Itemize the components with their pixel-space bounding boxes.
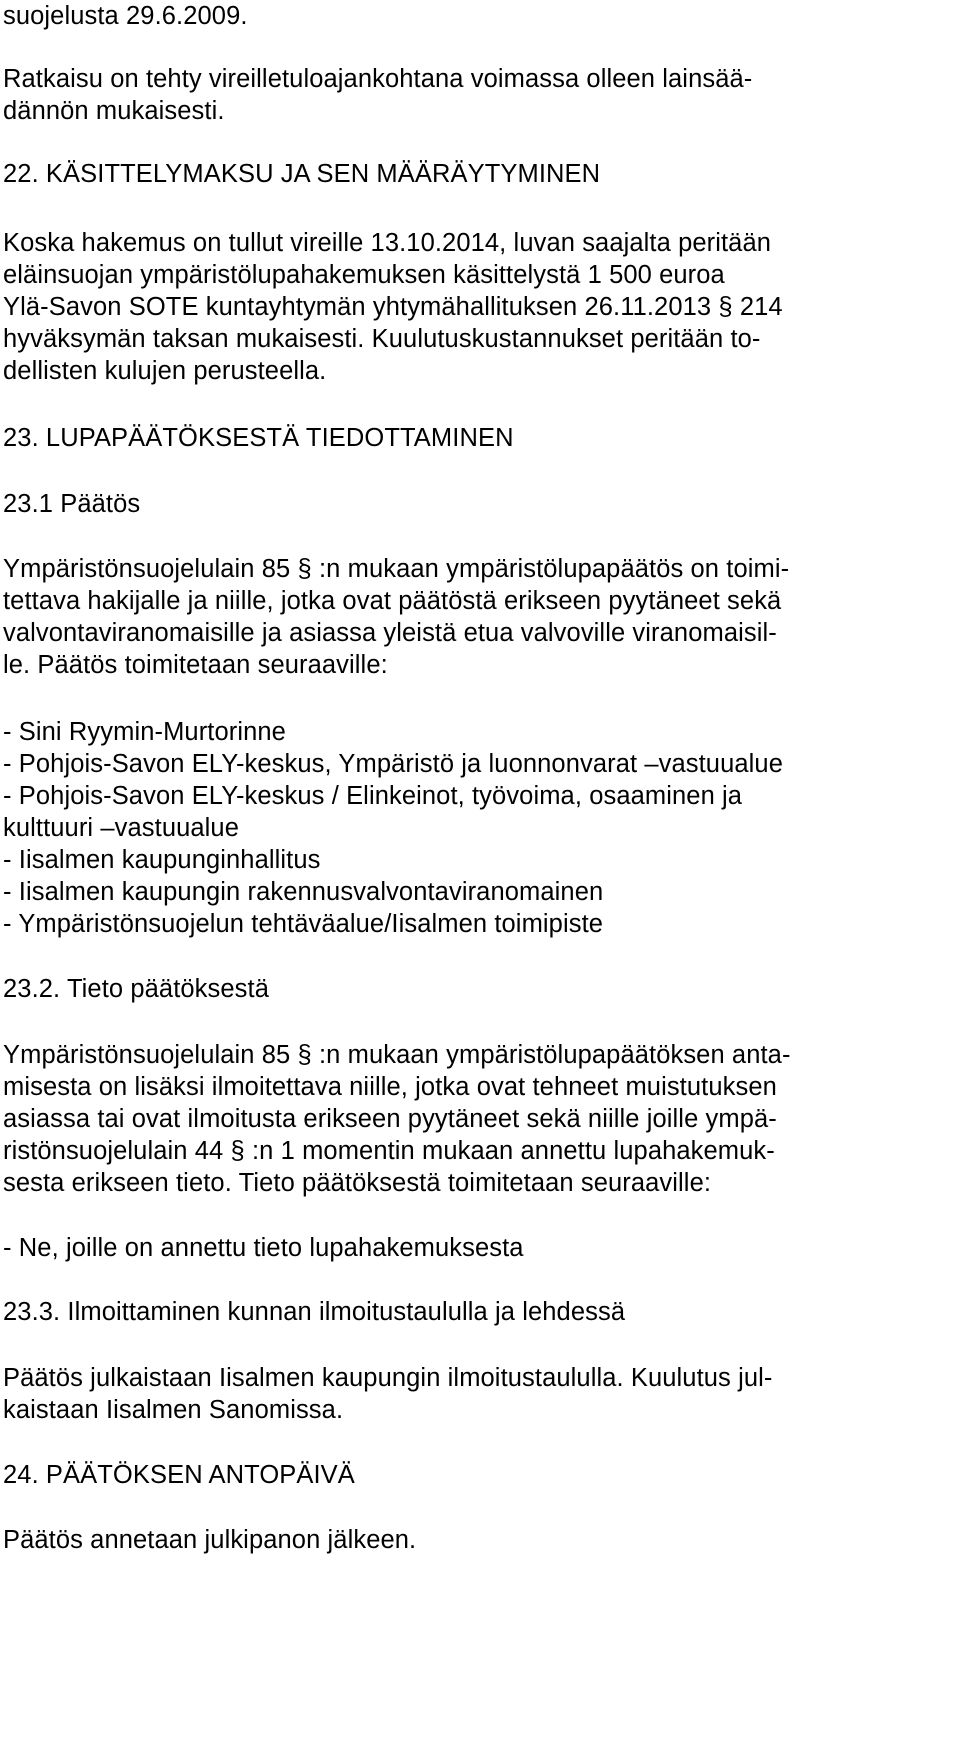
paragraph-line: tettava hakijalle ja niille, jotka ovat päätöstä erikseen pyytäneet sekä <box>3 587 782 615</box>
paragraph-line: sesta erikseen tieto. Tieto päätöksestä toimitetaan seuraaville: <box>3 1169 712 1197</box>
paragraph-line: dännön mukaisesti. <box>3 97 225 125</box>
subsection-heading-23-2: 23.2. Tieto päätöksestä <box>3 975 269 1003</box>
recipient-list-item: - Pohjois-Savon ELY-keskus / Elinkeinot, työvoima, osaaminen ja <box>3 782 743 810</box>
recipient-list-item: - Iisalmen kaupungin rakennusvalvontaviranomainen <box>3 878 604 906</box>
paragraph-line: Ympäristönsuojelulain 85 § :n mukaan ympäristölupapäätös on toimi- <box>3 555 790 583</box>
paragraph-line: Ympäristönsuojelulain 85 § :n mukaan ympäristölupapäätöksen anta- <box>3 1041 791 1069</box>
text-line-tail: suojelusta 29.6.2009. <box>3 2 248 30</box>
paragraph-line: ristönsuojelulain 44 § :n 1 momentin mukaan annettu lupahakemuk- <box>3 1137 775 1165</box>
paragraph-line: misesta on lisäksi ilmoitettava niille, jotka ovat tehneet muistutuksen <box>3 1073 777 1101</box>
paragraph-line: Ylä-Savon SOTE kuntayhtymän yhtymähallituksen 26.11.2013 § 214 <box>3 293 783 321</box>
paragraph-line: kaistaan Iisalmen Sanomissa. <box>3 1396 344 1424</box>
recipient-list-item: - Iisalmen kaupunginhallitus <box>3 846 321 874</box>
recipient-list-item: - Pohjois-Savon ELY-keskus, Ympäristö ja luonnonvarat –vastuualue <box>3 750 783 778</box>
paragraph-line: valvontaviranomaisille ja asiassa yleistä etua valvoville viranomaisil- <box>3 619 777 647</box>
paragraph-line: asiassa tai ovat ilmoitusta erikseen pyytäneet sekä niille joille ympä- <box>3 1105 777 1133</box>
paragraph-line: Päätös annetaan julkipanon jälkeen. <box>3 1526 417 1554</box>
subsection-heading-23-3: 23.3. Ilmoittaminen kunnan ilmoitustaululla ja lehdessä <box>3 1298 626 1326</box>
paragraph-line: le. Päätös toimitetaan seuraaville: <box>3 651 388 679</box>
paragraph-line: dellisten kulujen perusteella. <box>3 357 327 385</box>
paragraph-line: Päätös julkaistaan Iisalmen kaupungin ilmoitustaululla. Kuulutus jul- <box>3 1364 773 1392</box>
recipient-list-item: - Ne, joille on annettu tieto lupahakemuksesta <box>3 1234 524 1262</box>
paragraph-line: Koska hakemus on tullut vireille 13.10.2014, luvan saajalta peritään <box>3 229 772 257</box>
paragraph-line: eläinsuojan ympäristölupahakemuksen käsittelystä 1 500 euroa <box>3 261 725 289</box>
recipient-list-item: - Ympäristönsuojelun tehtäväalue/Iisalmen toimipiste <box>3 910 604 938</box>
recipient-list-item: kulttuuri –vastuualue <box>3 814 239 842</box>
recipient-list-item: - Sini Ryymin-Murtorinne <box>3 718 286 746</box>
section-heading-22: 22. KÄSITTELYMAKSU JA SEN MÄÄRÄYTYMINEN <box>3 160 601 188</box>
section-heading-23: 23. LUPAPÄÄTÖKSESTÄ TIEDOTTAMINEN <box>3 424 514 452</box>
subsection-heading-23-1: 23.1 Päätös <box>3 490 141 518</box>
paragraph-line: hyväksymän taksan mukaisesti. Kuulutuskustannukset peritään to- <box>3 325 761 353</box>
section-heading-24: 24. PÄÄTÖKSEN ANTOPÄIVÄ <box>3 1461 355 1489</box>
paragraph-line: Ratkaisu on tehty vireilletuloajankohtana voimassa olleen lainsää- <box>3 65 753 93</box>
